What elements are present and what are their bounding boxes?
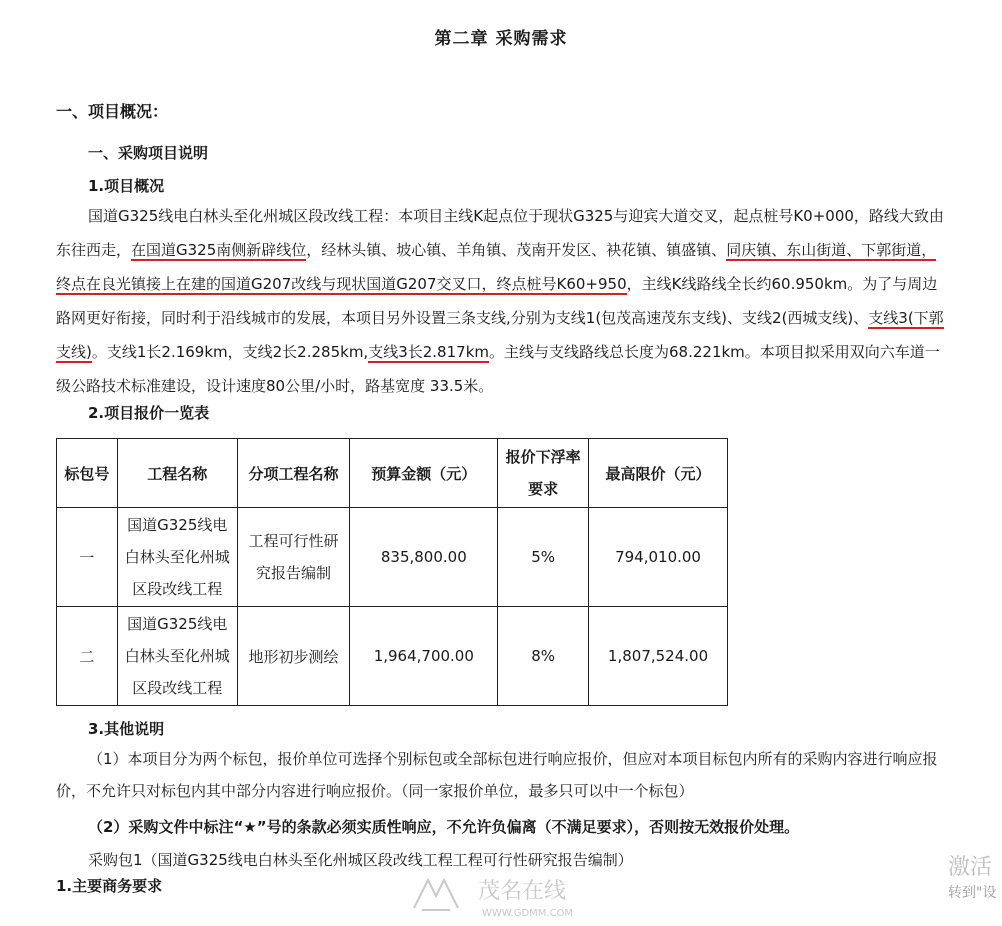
sub-project-name: 地形初步测绘 [237,607,350,706]
item-heading-quote-table: 2.项目报价一览表 [88,404,210,422]
item-heading-other-notes: 3.其他说明 [88,720,165,738]
site-watermark-logo [400,870,610,922]
overview-underline-2: 同庆镇、东山街道、下郭街道，终点在良光镇接上在建的国道G207改线与现状国道G207交叉口，终点桩号K60+950 [56,241,937,293]
header-budget: 预算金额（元） [350,439,498,508]
discount-rate: 8% [498,607,589,706]
item-heading-main-business: 1.主要商务要求 [56,877,163,895]
note-2: （2）采购文件中标注“★”号的条款必须实质性响应，不允许负偏离（不满足要求），否则按无效报价处理。 [88,818,800,836]
overview-paragraph [56,199,948,403]
header-rate [498,439,589,508]
project-name-line: 国道G325线电 [127,615,228,633]
budget-amount: 835,800.00 [350,508,498,607]
overview-text-4: 。支线1长2.169km，支线2长2.285km, [91,343,369,361]
project-name-line: 国道G325线电 [127,516,228,534]
section-heading-overview: 一、项目概况： [56,102,169,121]
sub-project-line: 究报告编制 [256,564,332,582]
overview-text-3: ，主线K线路线全长约60.950km。为了与周边路网更好衔接，同时利于沿线城市的发展，本项目另外设置三条支线,分别为支线1(包茂高速茂东支线)、支线2(西城支线)、 [56,275,938,327]
header-sub-project: 分项工程名称 [237,439,350,508]
header-package-no: 标包号 [57,439,118,508]
price-cap: 794,010.00 [589,508,728,607]
overview-text-2: ，经林头镇、坡心镇、羊角镇、茂南开发区、袂花镇、镇盛镇、 [306,241,727,259]
discount-rate: 5% [498,508,589,607]
package-1-line: 采购包1（国道G325线电白林头至化州城区段改线工程工程可行性研究报告编制） [88,851,633,869]
table-row [57,508,728,607]
overview-text-1: 国道G325线电白林头至化州城区段改线工程：本项目主线K起点位于现状G325与迎宾大道交叉，起点桩号K0+000，路线大致由东往西走， [56,207,944,259]
header-project-name: 工程名称 [117,439,237,508]
quote-table [56,438,728,706]
budget-amount: 1,964,700.00 [350,607,498,706]
price-cap: 1,807,524.00 [589,607,728,706]
overview-text-5: 。主线与支线路线总长度为68.221km。本项目拟采用双向六车道一级公路技术标准建设，设计速度80公里/小时，路基宽度 33.5米。 [56,343,940,395]
overview-underline-3: 支线3(下郭支线) [56,309,944,361]
project-name-line: 白林头至化州城 [124,548,230,566]
table-row [57,607,728,706]
logo-mark-icon [400,870,610,922]
chapter-title: 第二章 采购需求 [434,29,568,49]
sub-project-line: 工程可行性研 [248,532,339,550]
project-name-line: 区段改线工程 [132,679,223,697]
project-name-line: 白林头至化州城 [124,647,230,665]
header-rate-line1: 报价下浮率 [505,448,581,466]
note-1-text: （1）本项目分为两个标包，报价单位可选择个别标包或全部标包进行响应报价，但应对本项目标包内所有的采购内容进行响应报价，不允许只对标包内其中部分内容进行响应报价。（同一家报价单位，最多只可以中一个标包） [56,750,938,800]
activate-goto-watermark: 转到"设 [948,885,997,901]
header-rate-line2: 要求 [528,480,559,498]
note-1 [56,743,948,807]
subheading-procurement-description: 一、采购项目说明 [88,144,209,162]
project-name-line: 区段改线工程 [132,580,223,598]
activate-watermark: 激活 [948,855,993,880]
project-name [117,607,237,706]
sub-project-name [237,508,350,607]
table-header-row [57,439,728,508]
package-no: 二 [57,607,118,706]
package-no: 一 [57,508,118,607]
item-heading-overview: 1.项目概况 [88,177,165,195]
overview-underline-1: 在国道G325南侧新辟线位 [131,241,307,259]
overview-underline-4: 支线3长2.817km [368,343,489,361]
header-price-cap: 最高限价（元） [589,439,728,508]
site-url-text: WWW.GDMM.COM [482,908,574,919]
project-name [117,508,237,607]
brand-text: 茂名在线 [478,879,567,904]
